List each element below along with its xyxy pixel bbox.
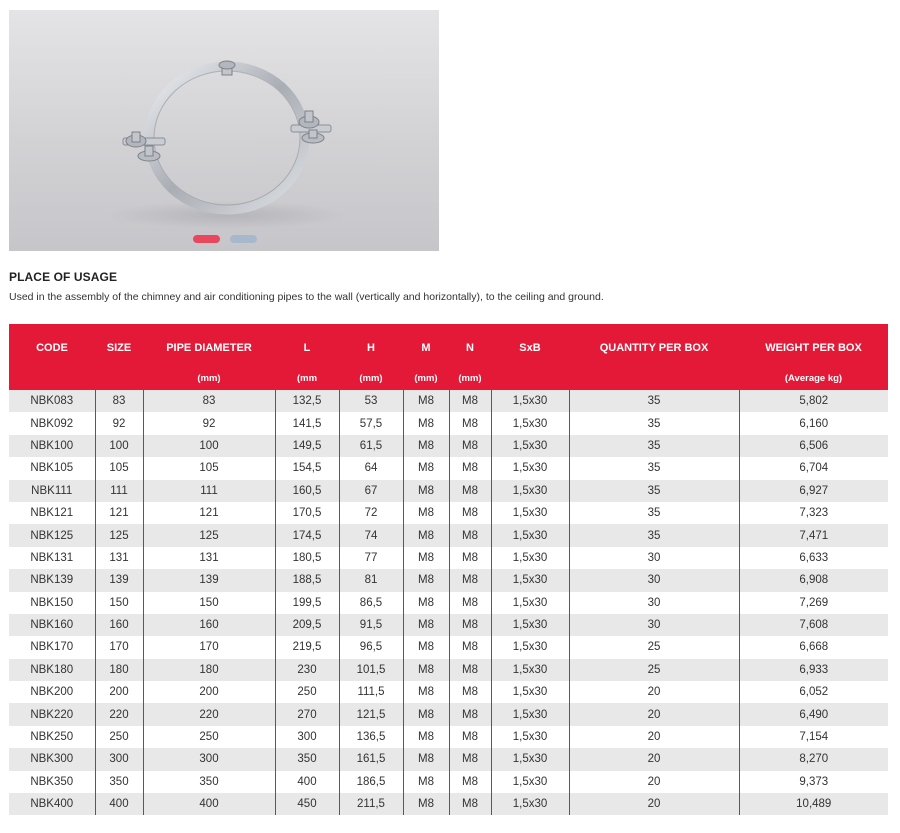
table-cell: 81 xyxy=(339,569,403,591)
table-cell: 5,802 xyxy=(739,390,888,412)
column-unit: (mm) xyxy=(339,366,403,390)
table-cell: 57,5 xyxy=(339,412,403,434)
table-cell: M8 xyxy=(449,569,491,591)
table-cell: M8 xyxy=(449,435,491,457)
table-cell: 35 xyxy=(569,412,739,434)
table-cell: NBK180 xyxy=(9,659,95,681)
table-cell: 25 xyxy=(569,636,739,658)
table-cell: 6,927 xyxy=(739,480,888,502)
table-cell: M8 xyxy=(449,703,491,725)
table-cell: 180 xyxy=(143,659,275,681)
table-row xyxy=(9,793,888,815)
product-image-carousel xyxy=(9,10,439,251)
table-cell: M8 xyxy=(403,569,449,591)
table-cell: 230 xyxy=(275,659,339,681)
table-cell: 7,608 xyxy=(739,614,888,636)
table-row xyxy=(9,592,888,614)
table-cell: 35 xyxy=(569,502,739,524)
table-row xyxy=(9,524,888,546)
table-cell: M8 xyxy=(403,592,449,614)
table-cell: 7,154 xyxy=(739,726,888,748)
table-cell: 6,933 xyxy=(739,659,888,681)
table-row xyxy=(9,480,888,502)
table-cell: 211,5 xyxy=(339,793,403,815)
table-cell: NBK150 xyxy=(9,592,95,614)
table-row xyxy=(9,703,888,725)
table-cell: M8 xyxy=(449,547,491,569)
table-header xyxy=(9,324,888,390)
table-cell: M8 xyxy=(403,793,449,815)
table-cell: 30 xyxy=(569,547,739,569)
carousel-dot-2[interactable] xyxy=(230,235,257,243)
table-cell: M8 xyxy=(449,480,491,502)
table-cell: 1,5x30 xyxy=(491,703,569,725)
column-unit xyxy=(491,366,569,390)
column-header: SIZE xyxy=(95,324,143,366)
table-cell: 111 xyxy=(143,480,275,502)
table-cell: M8 xyxy=(449,502,491,524)
table-cell: M8 xyxy=(449,681,491,703)
table-cell: NBK121 xyxy=(9,502,95,524)
left-bolt xyxy=(123,132,165,161)
table-cell: 100 xyxy=(95,435,143,457)
table-cell: 105 xyxy=(143,457,275,479)
table-cell: M8 xyxy=(403,435,449,457)
table-cell: 1,5x30 xyxy=(491,390,569,412)
table-cell: NBK220 xyxy=(9,703,95,725)
top-bolt xyxy=(219,61,235,75)
table-cell: 101,5 xyxy=(339,659,403,681)
table-cell: 30 xyxy=(569,569,739,591)
table-row xyxy=(9,771,888,793)
table-cell: 77 xyxy=(339,547,403,569)
table-row xyxy=(9,726,888,748)
column-header: WEIGHT PER BOX xyxy=(739,324,888,366)
column-unit: (mm xyxy=(275,366,339,390)
table-cell: NBK160 xyxy=(9,614,95,636)
table-cell: 270 xyxy=(275,703,339,725)
table-cell: M8 xyxy=(449,726,491,748)
table-cell: M8 xyxy=(403,659,449,681)
table-cell: M8 xyxy=(403,681,449,703)
table-cell: 131 xyxy=(95,547,143,569)
table-cell: M8 xyxy=(449,614,491,636)
table-cell: 1,5x30 xyxy=(491,793,569,815)
table-cell: 180 xyxy=(95,659,143,681)
table-cell: 300 xyxy=(143,748,275,770)
table-cell: M8 xyxy=(403,524,449,546)
table-cell: NBK083 xyxy=(9,390,95,412)
table-row xyxy=(9,547,888,569)
table-cell: 30 xyxy=(569,614,739,636)
table-cell: 1,5x30 xyxy=(491,480,569,502)
table-cell: 220 xyxy=(95,703,143,725)
column-header: M xyxy=(403,324,449,366)
table-cell: 170 xyxy=(143,636,275,658)
table-row xyxy=(9,569,888,591)
table-cell: 186,5 xyxy=(339,771,403,793)
table-cell: 1,5x30 xyxy=(491,614,569,636)
column-unit: (mm) xyxy=(403,366,449,390)
table-cell: 35 xyxy=(569,524,739,546)
table-cell: M8 xyxy=(449,636,491,658)
table-cell: 6,506 xyxy=(739,435,888,457)
table-cell: 174,5 xyxy=(275,524,339,546)
column-header: H xyxy=(339,324,403,366)
table-cell: M8 xyxy=(403,480,449,502)
table-row xyxy=(9,636,888,658)
table-cell: 1,5x30 xyxy=(491,726,569,748)
column-header: L xyxy=(275,324,339,366)
column-unit: (mm) xyxy=(143,366,275,390)
table-cell: M8 xyxy=(449,748,491,770)
table-cell: 1,5x30 xyxy=(491,502,569,524)
table-cell: 92 xyxy=(95,412,143,434)
table-cell: 125 xyxy=(95,524,143,546)
table-cell: 250 xyxy=(95,726,143,748)
table-cell: 1,5x30 xyxy=(491,681,569,703)
table-cell: 111 xyxy=(95,480,143,502)
table-cell: M8 xyxy=(403,771,449,793)
table-cell: M8 xyxy=(449,524,491,546)
table-cell: NBK250 xyxy=(9,726,95,748)
table-cell: 1,5x30 xyxy=(491,412,569,434)
table-cell: 450 xyxy=(275,793,339,815)
table-cell: 72 xyxy=(339,502,403,524)
table-cell: 154,5 xyxy=(275,457,339,479)
table-cell: 350 xyxy=(143,771,275,793)
table-cell: M8 xyxy=(449,457,491,479)
column-header: N xyxy=(449,324,491,366)
table-cell: 1,5x30 xyxy=(491,636,569,658)
table-cell: M8 xyxy=(449,592,491,614)
table-cell: M8 xyxy=(403,547,449,569)
table-cell: 86,5 xyxy=(339,592,403,614)
table-cell: 219,5 xyxy=(275,636,339,658)
table-cell: 1,5x30 xyxy=(491,592,569,614)
column-header: CODE xyxy=(9,324,95,366)
table-cell: NBK131 xyxy=(9,547,95,569)
usage-description: Used in the assembly of the chimney and air conditioning pipes to the wall (vertically and horizontally), to the ceiling and ground. xyxy=(9,291,604,303)
table-cell: M8 xyxy=(403,748,449,770)
table-cell: M8 xyxy=(403,502,449,524)
table-cell: 83 xyxy=(143,390,275,412)
table-cell: 9,373 xyxy=(739,771,888,793)
table-cell: 141,5 xyxy=(275,412,339,434)
table-row xyxy=(9,457,888,479)
table-cell: 180,5 xyxy=(275,547,339,569)
column-unit xyxy=(9,366,95,390)
table-cell: 209,5 xyxy=(275,614,339,636)
table-cell: 1,5x30 xyxy=(491,457,569,479)
column-unit: (mm) xyxy=(449,366,491,390)
table-cell: 91,5 xyxy=(339,614,403,636)
table-cell: 35 xyxy=(569,480,739,502)
table-cell: 6,633 xyxy=(739,547,888,569)
carousel-dot-1[interactable] xyxy=(193,235,220,243)
table-cell: 1,5x30 xyxy=(491,435,569,457)
table-cell: NBK125 xyxy=(9,524,95,546)
column-unit xyxy=(95,366,143,390)
table-cell: NBK170 xyxy=(9,636,95,658)
table-cell: 6,704 xyxy=(739,457,888,479)
table-cell: 150 xyxy=(95,592,143,614)
table-cell: M8 xyxy=(403,412,449,434)
table-cell: 35 xyxy=(569,390,739,412)
table-cell: 199,5 xyxy=(275,592,339,614)
table-row xyxy=(9,659,888,681)
table-body xyxy=(9,390,888,815)
table-cell: 10,489 xyxy=(739,793,888,815)
pipe-clamp-image xyxy=(9,10,439,251)
table-cell: 105 xyxy=(95,457,143,479)
product-spec-table xyxy=(9,324,888,815)
table-cell: 7,471 xyxy=(739,524,888,546)
table-row xyxy=(9,748,888,770)
table-cell: 61,5 xyxy=(339,435,403,457)
table-cell: NBK350 xyxy=(9,771,95,793)
table-cell: 170,5 xyxy=(275,502,339,524)
table-cell: 20 xyxy=(569,748,739,770)
units-row xyxy=(9,366,888,390)
table-cell: 121 xyxy=(95,502,143,524)
table-cell: 121 xyxy=(143,502,275,524)
table-cell: 92 xyxy=(143,412,275,434)
header-row xyxy=(9,324,888,366)
table-cell: NBK200 xyxy=(9,681,95,703)
table-cell: 96,5 xyxy=(339,636,403,658)
table-cell: M8 xyxy=(403,457,449,479)
table-cell: 1,5x30 xyxy=(491,659,569,681)
table-cell: 400 xyxy=(95,793,143,815)
column-header: PIPE DIAMETER xyxy=(143,324,275,366)
table-cell: 6,908 xyxy=(739,569,888,591)
table-cell: 8,270 xyxy=(739,748,888,770)
table-cell: M8 xyxy=(449,793,491,815)
table-cell: 350 xyxy=(275,748,339,770)
table-cell: 6,160 xyxy=(739,412,888,434)
table-cell: NBK400 xyxy=(9,793,95,815)
table-cell: 111,5 xyxy=(339,681,403,703)
table-row xyxy=(9,390,888,412)
table-cell: 132,5 xyxy=(275,390,339,412)
table-cell: 200 xyxy=(143,681,275,703)
column-unit xyxy=(569,366,739,390)
table-cell: NBK100 xyxy=(9,435,95,457)
table-cell: 6,668 xyxy=(739,636,888,658)
table-row xyxy=(9,412,888,434)
table-cell: 350 xyxy=(95,771,143,793)
table-cell: 160,5 xyxy=(275,480,339,502)
table-row xyxy=(9,502,888,524)
table-row xyxy=(9,614,888,636)
table-cell: NBK139 xyxy=(9,569,95,591)
column-unit: (Average kg) xyxy=(739,366,888,390)
table-cell: NBK300 xyxy=(9,748,95,770)
table-cell: 53 xyxy=(339,390,403,412)
table-cell: 220 xyxy=(143,703,275,725)
table-cell: 170 xyxy=(95,636,143,658)
table-cell: 1,5x30 xyxy=(491,569,569,591)
table-row xyxy=(9,435,888,457)
table-cell: 188,5 xyxy=(275,569,339,591)
table-cell: M8 xyxy=(403,614,449,636)
table-cell: 1,5x30 xyxy=(491,547,569,569)
table-cell: 74 xyxy=(339,524,403,546)
table-cell: M8 xyxy=(403,390,449,412)
table-cell: 83 xyxy=(95,390,143,412)
table-cell: 30 xyxy=(569,592,739,614)
table-cell: 20 xyxy=(569,726,739,748)
table-cell: 20 xyxy=(569,703,739,725)
table-cell: NBK105 xyxy=(9,457,95,479)
table-cell: 400 xyxy=(143,793,275,815)
table-cell: 161,5 xyxy=(339,748,403,770)
table-cell: 100 xyxy=(143,435,275,457)
table-cell: NBK111 xyxy=(9,480,95,502)
table-cell: 250 xyxy=(275,681,339,703)
table-cell: 131 xyxy=(143,547,275,569)
table-cell: M8 xyxy=(449,412,491,434)
table-cell: 7,323 xyxy=(739,502,888,524)
column-header: QUANTITY PER BOX xyxy=(569,324,739,366)
table-cell: 149,5 xyxy=(275,435,339,457)
table-cell: 35 xyxy=(569,457,739,479)
table-cell: 1,5x30 xyxy=(491,748,569,770)
carousel-dots xyxy=(193,235,257,243)
table-cell: 64 xyxy=(339,457,403,479)
table-cell: 121,5 xyxy=(339,703,403,725)
table-cell: M8 xyxy=(403,636,449,658)
table-cell: 7,269 xyxy=(739,592,888,614)
column-header: SxB xyxy=(491,324,569,366)
table-cell: 136,5 xyxy=(339,726,403,748)
table-cell: M8 xyxy=(449,771,491,793)
table-cell: 6,052 xyxy=(739,681,888,703)
table-cell: 160 xyxy=(143,614,275,636)
table-cell: M8 xyxy=(403,726,449,748)
table-cell: 400 xyxy=(275,771,339,793)
table-cell: 20 xyxy=(569,681,739,703)
table-cell: 1,5x30 xyxy=(491,771,569,793)
table-cell: 125 xyxy=(143,524,275,546)
table-cell: M8 xyxy=(403,703,449,725)
table-cell: 200 xyxy=(95,681,143,703)
table-cell: 20 xyxy=(569,793,739,815)
table-cell: 35 xyxy=(569,435,739,457)
table-cell: 250 xyxy=(143,726,275,748)
table-cell: 150 xyxy=(143,592,275,614)
table-cell: 6,490 xyxy=(739,703,888,725)
table-cell: 25 xyxy=(569,659,739,681)
table-cell: 139 xyxy=(143,569,275,591)
table-row xyxy=(9,681,888,703)
table-cell: NBK092 xyxy=(9,412,95,434)
table-cell: 139 xyxy=(95,569,143,591)
table-cell: M8 xyxy=(449,659,491,681)
usage-title: PLACE OF USAGE xyxy=(9,270,118,284)
table-cell: 67 xyxy=(339,480,403,502)
table-cell: 160 xyxy=(95,614,143,636)
table-cell: 300 xyxy=(95,748,143,770)
table-cell: M8 xyxy=(449,390,491,412)
table-cell: 1,5x30 xyxy=(491,524,569,546)
table-cell: 300 xyxy=(275,726,339,748)
table-cell: 20 xyxy=(569,771,739,793)
